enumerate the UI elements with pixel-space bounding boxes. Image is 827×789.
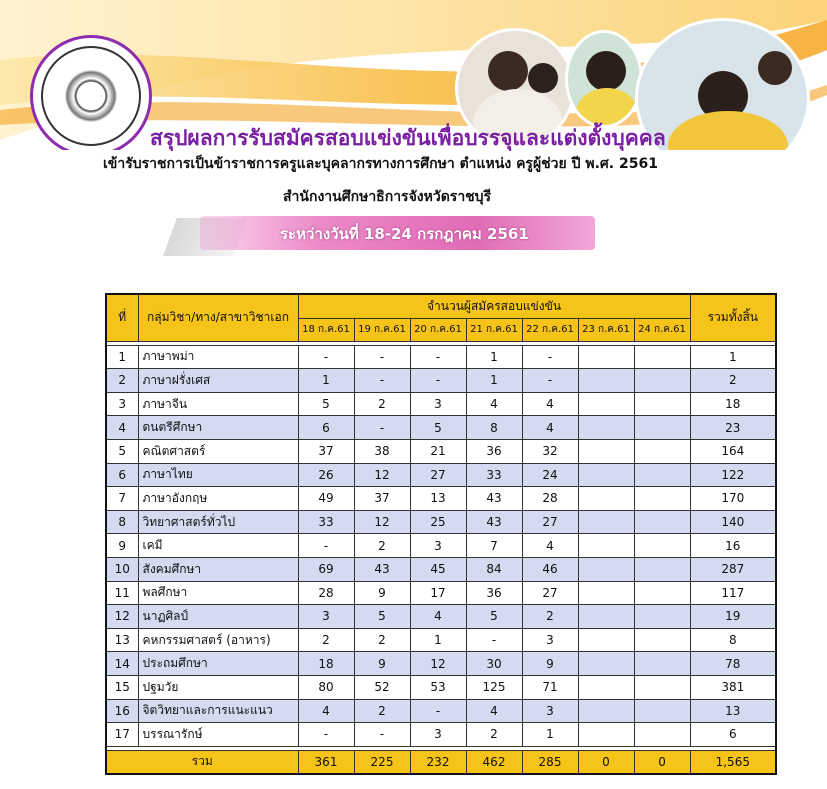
- row-total: 13: [690, 699, 776, 723]
- row-subject: ภาษาอังกฤษ: [138, 487, 298, 511]
- row-day-count: -: [298, 534, 354, 558]
- header-day: 20 ก.ค.61: [410, 318, 466, 341]
- row-day-count: 5: [466, 605, 522, 629]
- row-day-count: [578, 723, 634, 747]
- row-subject: ภาษาจีน: [138, 392, 298, 416]
- row-day-count: [634, 557, 690, 581]
- row-day-count: 2: [354, 699, 410, 723]
- row-day-count: [634, 416, 690, 440]
- row-day-count: 9: [354, 652, 410, 676]
- row-day-count: 5: [354, 605, 410, 629]
- row-day-count: [578, 392, 634, 416]
- row-subject: นาฏศิลป์: [138, 605, 298, 629]
- row-day-count: [578, 675, 634, 699]
- table-row: [106, 392, 776, 416]
- row-day-count: -: [354, 345, 410, 369]
- sum-day-count: 361: [298, 750, 354, 774]
- row-day-count: 2: [354, 534, 410, 558]
- row-number: 5: [106, 439, 138, 463]
- row-day-count: 84: [466, 557, 522, 581]
- row-day-count: [634, 510, 690, 534]
- table-row: [106, 416, 776, 440]
- table-row: [106, 463, 776, 487]
- header-no: ที่: [106, 294, 138, 341]
- row-day-count: 2: [522, 605, 578, 629]
- row-day-count: 12: [354, 463, 410, 487]
- row-day-count: 4: [466, 392, 522, 416]
- sum-day-count: 285: [522, 750, 578, 774]
- row-total: 287: [690, 557, 776, 581]
- row-number: 11: [106, 581, 138, 605]
- row-day-count: 28: [522, 487, 578, 511]
- table-row: [106, 510, 776, 534]
- row-day-count: 3: [410, 723, 466, 747]
- row-day-count: 30: [466, 652, 522, 676]
- row-day-count: -: [410, 345, 466, 369]
- row-day-count: 46: [522, 557, 578, 581]
- row-day-count: [634, 628, 690, 652]
- sum-day-count: 462: [466, 750, 522, 774]
- row-subject: เคมี: [138, 534, 298, 558]
- row-total: 164: [690, 439, 776, 463]
- date-ribbon: [170, 212, 610, 258]
- header-day: 24 ก.ค.61: [634, 318, 690, 341]
- row-day-count: [634, 723, 690, 747]
- row-number: 16: [106, 699, 138, 723]
- row-day-count: [634, 534, 690, 558]
- row-total: 16: [690, 534, 776, 558]
- row-day-count: 2: [354, 392, 410, 416]
- row-day-count: 43: [466, 487, 522, 511]
- row-day-count: [578, 581, 634, 605]
- row-day-count: -: [410, 699, 466, 723]
- row-day-count: 33: [466, 463, 522, 487]
- table-row: [106, 439, 776, 463]
- sum-day-count: 0: [634, 750, 690, 774]
- table-row: [106, 675, 776, 699]
- row-day-count: -: [522, 369, 578, 393]
- table-row: [106, 581, 776, 605]
- sum-day-count: 0: [578, 750, 634, 774]
- row-day-count: [634, 487, 690, 511]
- row-day-count: 125: [466, 675, 522, 699]
- row-day-count: [634, 392, 690, 416]
- row-day-count: 3: [522, 628, 578, 652]
- row-total: 122: [690, 463, 776, 487]
- row-day-count: 5: [298, 392, 354, 416]
- row-day-count: 17: [410, 581, 466, 605]
- table-row: [106, 487, 776, 511]
- row-day-count: 12: [354, 510, 410, 534]
- row-day-count: 33: [298, 510, 354, 534]
- row-day-count: 80: [298, 675, 354, 699]
- page-subtitle: เข้ารับราชการเป็นข้าราชการครูและบุคลากรทางการศึกษา ตำแหน่ง ครูผู้ช่วย ปี พ.ศ. 2561: [103, 156, 658, 172]
- row-subject: ภาษาพม่า: [138, 345, 298, 369]
- sum-day-count: 232: [410, 750, 466, 774]
- row-day-count: 1: [298, 369, 354, 393]
- row-total: 8: [690, 628, 776, 652]
- row-day-count: 12: [410, 652, 466, 676]
- row-day-count: 43: [466, 510, 522, 534]
- row-total: 19: [690, 605, 776, 629]
- row-day-count: 1: [466, 345, 522, 369]
- row-number: 12: [106, 605, 138, 629]
- row-day-count: [578, 534, 634, 558]
- row-day-count: [634, 345, 690, 369]
- row-number: 6: [106, 463, 138, 487]
- row-number: 17: [106, 723, 138, 747]
- header-applicant-count: จำนวนผู้สมัครสอบแข่งขัน: [298, 294, 690, 318]
- sum-day-count: 225: [354, 750, 410, 774]
- page-title: สรุปผลการรับสมัครสอบแข่งขันเพื่อบรรจุและแต่งตั้งบุคคล: [150, 125, 666, 150]
- row-total: 117: [690, 581, 776, 605]
- header-day: 22 ก.ค.61: [522, 318, 578, 341]
- row-subject: พลศึกษา: [138, 581, 298, 605]
- row-day-count: 37: [354, 487, 410, 511]
- row-day-count: 26: [298, 463, 354, 487]
- row-day-count: [578, 652, 634, 676]
- row-day-count: [578, 699, 634, 723]
- row-day-count: 36: [466, 581, 522, 605]
- header-day: 23 ก.ค.61: [578, 318, 634, 341]
- organization-name: สำนักงานศึกษาธิการจังหวัดราชบุรี: [283, 189, 492, 205]
- table-row: [106, 652, 776, 676]
- row-day-count: 5: [410, 416, 466, 440]
- row-day-count: -: [298, 723, 354, 747]
- row-number: 13: [106, 628, 138, 652]
- row-day-count: 1: [466, 369, 522, 393]
- row-number: 10: [106, 557, 138, 581]
- row-day-count: -: [298, 345, 354, 369]
- row-day-count: -: [410, 369, 466, 393]
- row-day-count: [634, 581, 690, 605]
- row-day-count: 53: [410, 675, 466, 699]
- table-row: [106, 699, 776, 723]
- row-day-count: 3: [298, 605, 354, 629]
- row-day-count: 32: [522, 439, 578, 463]
- row-day-count: [634, 605, 690, 629]
- table-row: [106, 605, 776, 629]
- row-day-count: [578, 628, 634, 652]
- row-day-count: 9: [522, 652, 578, 676]
- row-subject: ดนตรีศึกษา: [138, 416, 298, 440]
- row-day-count: 4: [522, 392, 578, 416]
- row-day-count: 71: [522, 675, 578, 699]
- row-day-count: -: [466, 628, 522, 652]
- row-number: 2: [106, 369, 138, 393]
- row-day-count: 38: [354, 439, 410, 463]
- row-day-count: 25: [410, 510, 466, 534]
- row-number: 9: [106, 534, 138, 558]
- row-day-count: 2: [354, 628, 410, 652]
- row-day-count: [578, 369, 634, 393]
- row-day-count: 27: [522, 510, 578, 534]
- row-day-count: [578, 345, 634, 369]
- row-day-count: [634, 652, 690, 676]
- row-subject: สังคมศึกษา: [138, 557, 298, 581]
- row-day-count: [634, 675, 690, 699]
- row-total: 18: [690, 392, 776, 416]
- row-day-count: 45: [410, 557, 466, 581]
- row-number: 14: [106, 652, 138, 676]
- header-day: 18 ก.ค.61: [298, 318, 354, 341]
- row-day-count: [578, 439, 634, 463]
- row-subject: ประถมศึกษา: [138, 652, 298, 676]
- row-total: 23: [690, 416, 776, 440]
- row-day-count: [634, 369, 690, 393]
- row-subject: ภาษาไทย: [138, 463, 298, 487]
- row-day-count: -: [522, 345, 578, 369]
- row-subject: คหกรรมศาสตร์ (อาหาร): [138, 628, 298, 652]
- row-subject: วิทยาศาสตร์ทั่วไป: [138, 510, 298, 534]
- row-subject: คณิตศาสตร์: [138, 439, 298, 463]
- row-day-count: 3: [410, 534, 466, 558]
- photo-students-2: [565, 30, 643, 128]
- row-day-count: 8: [466, 416, 522, 440]
- row-day-count: [634, 439, 690, 463]
- row-day-count: 37: [298, 439, 354, 463]
- row-day-count: [578, 557, 634, 581]
- row-day-count: 43: [354, 557, 410, 581]
- row-day-count: 13: [410, 487, 466, 511]
- row-total: 381: [690, 675, 776, 699]
- row-day-count: -: [354, 416, 410, 440]
- table-row: [106, 723, 776, 747]
- organization-logo: [30, 35, 152, 150]
- row-day-count: 7: [466, 534, 522, 558]
- row-number: 7: [106, 487, 138, 511]
- row-day-count: 1: [410, 628, 466, 652]
- table-row: [106, 557, 776, 581]
- row-day-count: [578, 487, 634, 511]
- table-row: [106, 534, 776, 558]
- row-day-count: [578, 416, 634, 440]
- row-day-count: 49: [298, 487, 354, 511]
- row-day-count: [578, 510, 634, 534]
- row-day-count: [634, 699, 690, 723]
- table-row: [106, 628, 776, 652]
- row-number: 15: [106, 675, 138, 699]
- row-day-count: 3: [410, 392, 466, 416]
- header-subject: กลุ่มวิชา/ทาง/สาขาวิชาเอก: [138, 294, 298, 341]
- row-total: 140: [690, 510, 776, 534]
- row-day-count: [578, 605, 634, 629]
- row-total: 78: [690, 652, 776, 676]
- row-day-count: 4: [522, 416, 578, 440]
- applicant-table: [105, 293, 777, 775]
- date-range: ระหว่างวันที่ 18-24 กรกฎาคม 2561: [280, 225, 529, 243]
- ribbon-band: [200, 216, 595, 250]
- row-day-count: 1: [522, 723, 578, 747]
- row-day-count: 6: [298, 416, 354, 440]
- row-day-count: 4: [410, 605, 466, 629]
- header-day: 19 ก.ค.61: [354, 318, 410, 341]
- row-day-count: 2: [298, 628, 354, 652]
- row-subject: จิตวิทยาและการแนะแนว: [138, 699, 298, 723]
- row-day-count: 52: [354, 675, 410, 699]
- row-total: 170: [690, 487, 776, 511]
- row-total: 6: [690, 723, 776, 747]
- row-day-count: 9: [354, 581, 410, 605]
- row-subject: ปฐมวัย: [138, 675, 298, 699]
- row-number: 3: [106, 392, 138, 416]
- row-day-count: 3: [522, 699, 578, 723]
- row-day-count: [578, 463, 634, 487]
- row-day-count: [634, 463, 690, 487]
- row-day-count: -: [354, 723, 410, 747]
- table-row: [106, 345, 776, 369]
- row-total: 1: [690, 345, 776, 369]
- row-day-count: 4: [522, 534, 578, 558]
- row-subject: บรรณารักษ์: [138, 723, 298, 747]
- row-day-count: 36: [466, 439, 522, 463]
- header-grand-total: รวมทั้งสิ้น: [690, 294, 776, 341]
- row-day-count: 2: [466, 723, 522, 747]
- row-day-count: 21: [410, 439, 466, 463]
- row-day-count: 24: [522, 463, 578, 487]
- sum-label: รวม: [106, 750, 298, 774]
- sum-row: [106, 750, 776, 774]
- row-day-count: -: [354, 369, 410, 393]
- row-day-count: 27: [522, 581, 578, 605]
- row-day-count: 69: [298, 557, 354, 581]
- row-day-count: 28: [298, 581, 354, 605]
- row-total: 2: [690, 369, 776, 393]
- row-day-count: 4: [466, 699, 522, 723]
- table-row: [106, 369, 776, 393]
- logo-seal-icon: [63, 68, 119, 124]
- header-day: 21 ก.ค.61: [466, 318, 522, 341]
- row-day-count: 4: [298, 699, 354, 723]
- row-day-count: 27: [410, 463, 466, 487]
- row-day-count: 18: [298, 652, 354, 676]
- row-number: 4: [106, 416, 138, 440]
- sum-grand-total: 1,565: [690, 750, 776, 774]
- row-number: 1: [106, 345, 138, 369]
- row-subject: ภาษาฝรั่งเศส: [138, 369, 298, 393]
- row-number: 8: [106, 510, 138, 534]
